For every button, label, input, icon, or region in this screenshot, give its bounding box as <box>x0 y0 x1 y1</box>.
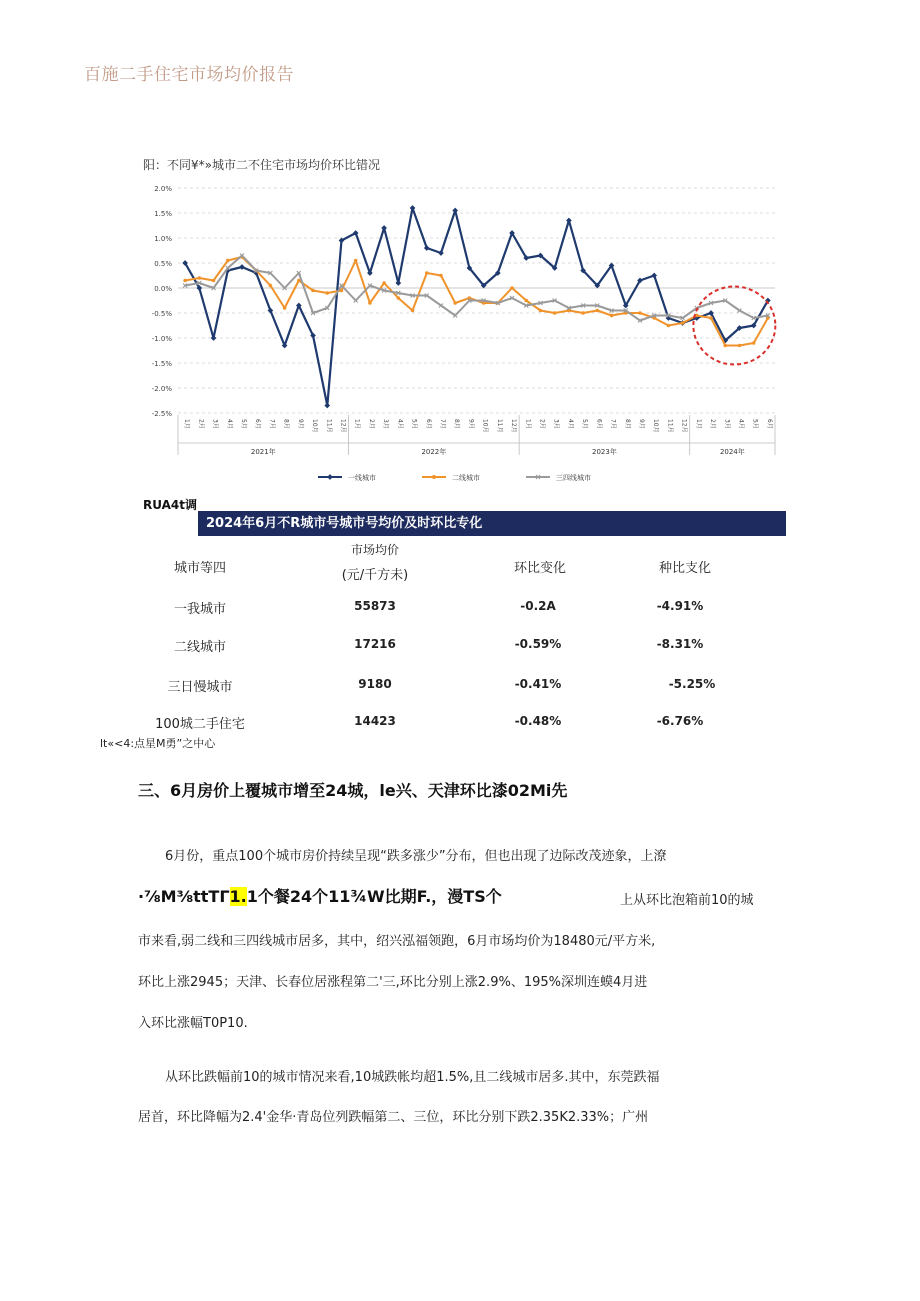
data-point <box>581 311 585 315</box>
x-tick-label: 10月 <box>652 419 660 433</box>
x-tick-label: 2月 <box>367 419 375 429</box>
figure-caption: 阳：不同¥*»城市二不住宅市场均价环比错况 <box>143 158 380 172</box>
y-tick-label: 0.0% <box>154 285 172 293</box>
table-title-bar: 2024年6月不R城市号城市号均价及时环比专化 <box>198 511 786 536</box>
data-point <box>397 296 401 300</box>
x-tick-label: 6月 <box>765 419 773 429</box>
x-tick-label: 1月 <box>183 419 191 429</box>
x-tick-label: 4月 <box>396 419 404 429</box>
x-tick-label: 4月 <box>566 419 574 429</box>
data-point <box>539 309 543 313</box>
x-tick-label: 9月 <box>467 419 475 429</box>
data-point <box>183 279 187 283</box>
x-tick-label: 2月 <box>197 419 205 429</box>
table-header-mom: 环比变化 <box>513 561 566 576</box>
data-point <box>553 311 557 315</box>
x-tick-label: 3月 <box>552 419 560 429</box>
x-tick-label: 5月 <box>410 419 418 429</box>
data-point <box>438 250 444 256</box>
y-tick-label: -2.5% <box>151 410 172 418</box>
series-line <box>185 208 768 406</box>
data-point <box>610 314 614 318</box>
paragraph-1-line-2-part-b: 1个餐24个11¾W比期F.，漫TS个 <box>246 887 502 906</box>
y-tick-label: -1.0% <box>151 335 172 343</box>
x-tick-label: 8月 <box>623 419 631 429</box>
data-point <box>566 218 572 224</box>
legend-label: 一线城市 <box>348 474 376 482</box>
data-point <box>524 299 528 303</box>
x-tick-label: 3月 <box>211 419 219 429</box>
x-tick-label: 8月 <box>282 419 290 429</box>
y-tick-label: -2.0% <box>151 385 172 393</box>
table-cell-mom: -0.59% <box>514 637 562 651</box>
x-tick-label: 4月 <box>225 419 233 429</box>
data-point <box>283 306 287 310</box>
chart-x-axis <box>178 415 775 456</box>
x-tick-label: 4月 <box>737 419 745 429</box>
table-header-yoy: 种比支化 <box>658 561 711 576</box>
x-tick-label: 6月 <box>424 419 432 429</box>
x-tick-label: 11月 <box>666 419 674 433</box>
data-point <box>198 276 202 280</box>
data-point <box>738 344 742 348</box>
x-tick-label: 7月 <box>438 419 446 429</box>
paragraph-1-line-1: 6月份，重点100个城市房价持续呈现“跌多涨少”分布，但也出现了边际改茂迹象，上潦 <box>165 849 667 864</box>
year-label: 2024年 <box>719 448 745 456</box>
line-chart <box>140 178 790 493</box>
data-point <box>395 280 401 286</box>
paragraph-2-line-1: 从环比跌幅前10的城市情况来看,10城跌帐均超1.5%,且二线城市居多.其中，东莞跌福 <box>165 1070 660 1085</box>
chart-source-note: RUA4t调 <box>143 498 197 512</box>
table-cell-price: 14423 <box>354 714 396 728</box>
x-tick-label: 11月 <box>495 419 503 433</box>
table-cell-name: 二线城市 <box>173 640 226 655</box>
data-point <box>425 271 429 275</box>
x-tick-label: 5月 <box>751 419 759 429</box>
table-cell-name: 100城二手住宅 <box>155 717 245 732</box>
table-cell-yoy: -6.76% <box>656 714 704 728</box>
data-point <box>709 316 713 320</box>
paragraph-2-line-2: 居首，环比降幅为2.4'金华·青岛位列跌幅第二、三位，环比分别下跌2.35K2.33%；广州 <box>138 1110 649 1125</box>
x-tick-label: 2月 <box>709 419 717 429</box>
table-cell-yoy: -8.31% <box>656 637 704 651</box>
data-point <box>381 225 387 231</box>
data-point <box>367 270 373 276</box>
section-heading: 三、6月房价上覆城市增至24城，le兴、天津环比漆02Mi先 <box>138 781 568 800</box>
chart-legend <box>318 473 591 482</box>
x-tick-label: 10月 <box>311 419 319 433</box>
data-point <box>211 335 217 341</box>
table-cell-price: 55873 <box>354 599 396 613</box>
x-tick-label: 9月 <box>296 419 304 429</box>
paragraph-1-line-3: 市来看,弱二线和三四线城市居多，其中，绍兴泓福领跑，6月市场均价为18480元/平方米, <box>138 934 656 949</box>
data-point <box>510 286 514 290</box>
table-header-price-line1: 市场均价 <box>350 543 399 557</box>
data-point <box>439 274 443 278</box>
data-point <box>311 289 315 293</box>
legend-label: 三四线城市 <box>556 474 591 482</box>
year-label: 2021年 <box>250 448 276 456</box>
paragraph-1-line-5: 入环比涨幅T0P10. <box>138 1016 248 1031</box>
paragraph-1-line-2 <box>138 884 502 907</box>
data-point <box>723 344 727 348</box>
data-point <box>681 321 685 325</box>
legend-marker <box>432 475 436 479</box>
paragraph-1-line-2-part-c: 上从环比泡箱前10的城 <box>620 893 754 908</box>
data-point <box>453 301 457 305</box>
data-point <box>411 309 415 313</box>
x-tick-label: 5月 <box>239 419 247 429</box>
year-label: 2022年 <box>421 448 447 456</box>
x-tick-label: 10月 <box>481 419 489 433</box>
data-point <box>325 291 329 295</box>
table-cell-name: 一我城市 <box>173 602 226 617</box>
y-tick-label: -1.5% <box>151 360 172 368</box>
data-point <box>667 324 671 328</box>
x-tick-label: 11月 <box>325 419 333 433</box>
year-label: 2023年 <box>592 448 617 456</box>
table-cell-price: 17216 <box>354 637 396 651</box>
legend-marker <box>327 474 333 480</box>
data-point <box>368 301 372 305</box>
x-tick-label: 8月 <box>453 419 461 429</box>
table-header-city-tier: 城市等四 <box>173 561 226 576</box>
data-point <box>324 403 330 409</box>
x-tick-label: 5月 <box>581 419 589 429</box>
paragraph-1-line-2-part-a: ·⅞M⅜ttTΓ <box>138 887 230 906</box>
x-tick-label: 3月 <box>382 419 390 429</box>
x-tick-label: 1月 <box>353 419 361 429</box>
data-point <box>212 279 216 283</box>
x-tick-label: 1月 <box>524 419 532 429</box>
data-point <box>424 245 430 251</box>
data-point <box>410 205 416 211</box>
chart-y-axis <box>152 185 173 418</box>
legend-label: 二线城市 <box>452 474 480 482</box>
x-tick-label: 9月 <box>637 419 645 429</box>
x-tick-label: 12月 <box>680 419 688 433</box>
y-tick-label: 1.0% <box>154 235 172 243</box>
y-tick-label: 0.5% <box>154 260 172 268</box>
table-cell-yoy: -4.91% <box>656 599 704 613</box>
data-point <box>269 284 273 288</box>
page-header-title: 百施二手住宅市场均价报告 <box>84 65 294 85</box>
highlighted-text: 1. <box>229 887 247 906</box>
x-tick-label: 12月 <box>339 419 347 433</box>
y-tick-label: 2.0% <box>154 185 172 193</box>
table-cell-name: 三日慢城市 <box>167 680 233 695</box>
data-point <box>596 309 600 313</box>
x-tick-label: 6月 <box>254 419 262 429</box>
paragraph-1-line-4: 环比上涨2945；天津、长春位居涨程第二'三,环比分别上涨2.9%、195%深圳连蟆4月进 <box>138 975 648 990</box>
x-tick-label: 2月 <box>538 419 546 429</box>
x-tick-label: 1月 <box>694 419 702 429</box>
x-tick-label: 3月 <box>723 419 731 429</box>
x-tick-label: 7月 <box>609 419 617 429</box>
table-cell-mom: -0.41% <box>514 677 562 691</box>
data-point <box>638 311 642 315</box>
x-tick-label: 6月 <box>595 419 603 429</box>
table-cell-yoy: -5.25% <box>668 677 716 691</box>
table-source-note: lt«<4:点星M勇”之中心 <box>100 737 216 750</box>
data-point <box>354 259 358 263</box>
data-point <box>226 259 230 263</box>
x-tick-label: 7月 <box>268 419 276 429</box>
data-point <box>452 208 458 214</box>
data-point <box>382 281 386 285</box>
x-tick-label: 12月 <box>510 419 518 433</box>
data-point <box>651 273 657 279</box>
table-cell-mom: -0.2A <box>520 599 556 613</box>
data-point <box>752 341 756 345</box>
y-tick-label: 1.5% <box>154 210 172 218</box>
table-header-price-line2: (元/千方未) <box>341 568 409 583</box>
table-cell-price: 9180 <box>358 677 392 691</box>
table-cell-mom: -0.48% <box>514 714 562 728</box>
chart-series-group <box>182 205 770 408</box>
y-tick-label: -0.5% <box>151 310 172 318</box>
